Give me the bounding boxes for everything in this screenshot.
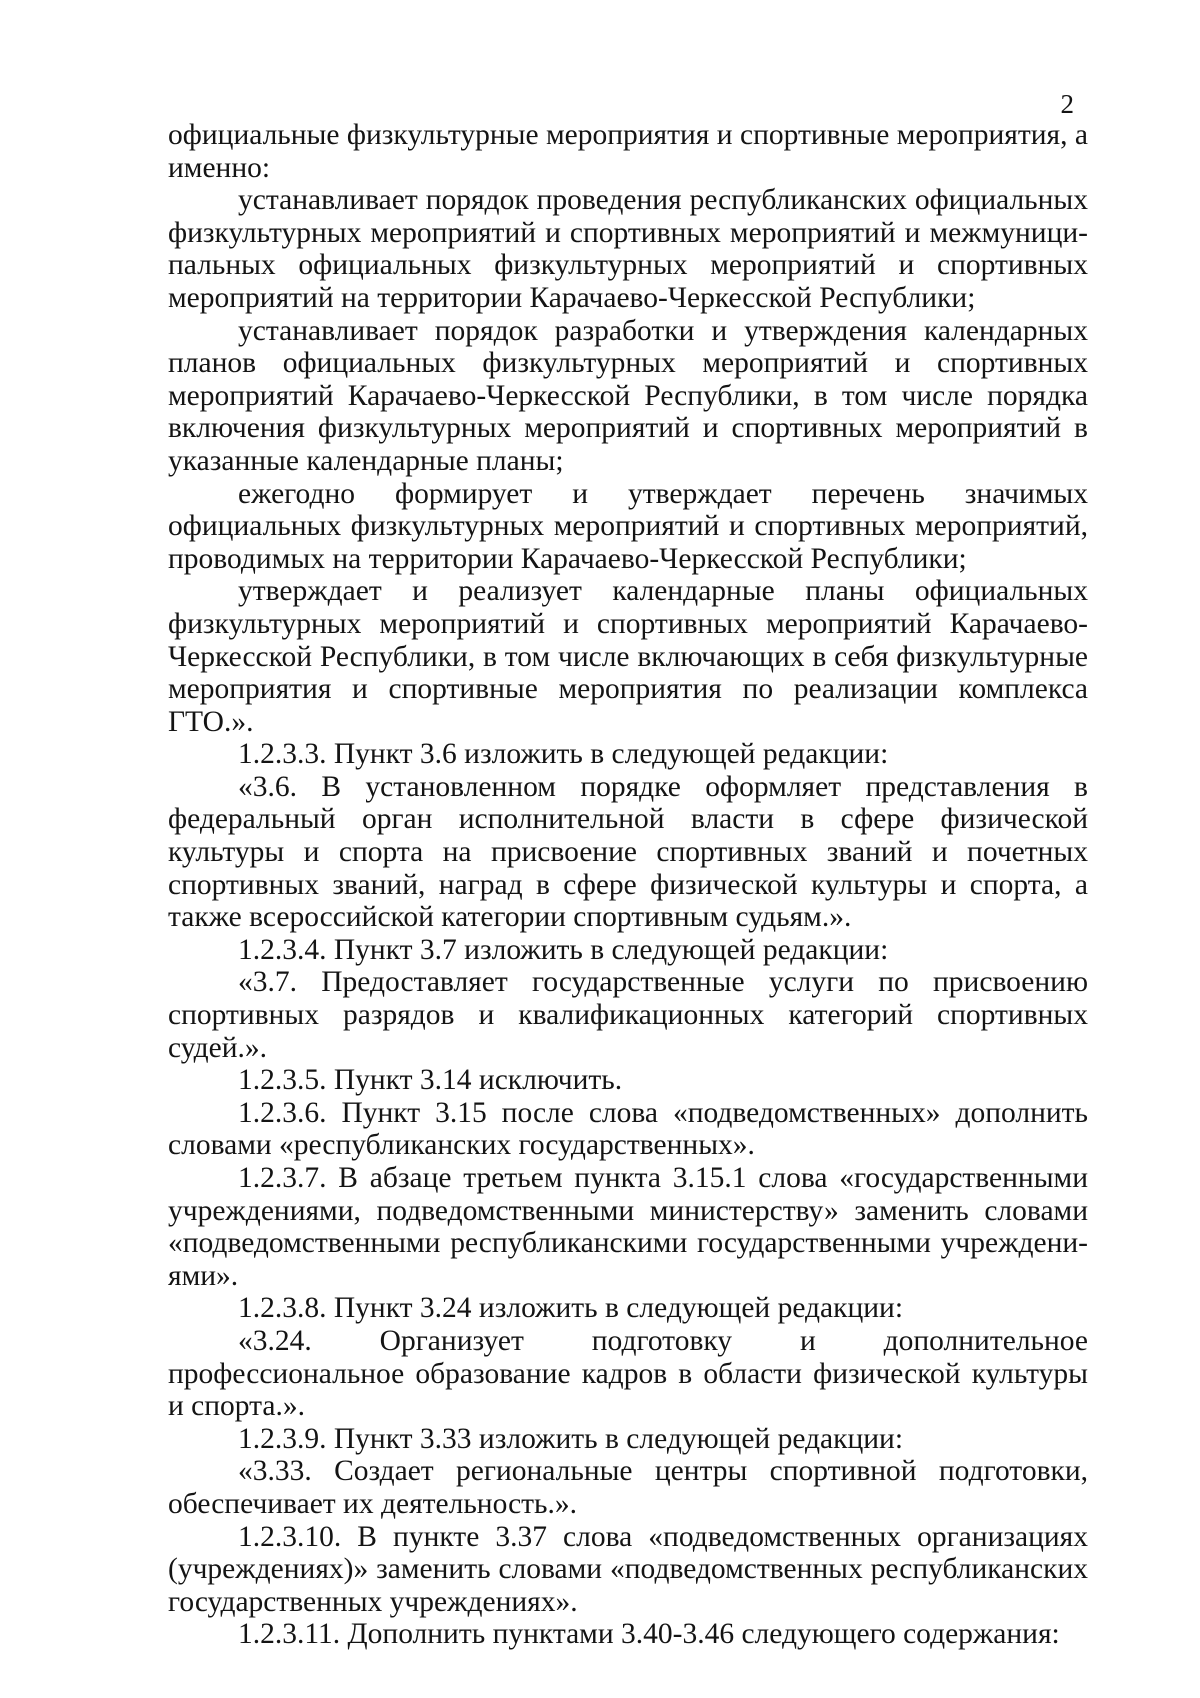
paragraph-4: ежегодно формирует и утверждает перечень значимых официальных физкультурных мероприятий и спортивных мероприятий, проводимых на территории Карачаево-Черкесской Республики; [168, 477, 1088, 575]
paragraph-9: «3.7. Предоставляет государственные услуги по присвоению спортивных разрядов и квалификационных категорий спортивных судей.». [168, 966, 1088, 1064]
paragraph-14: «3.24. Организует подготовку и дополнительное профессиональное образование кадров в области физической культуры и спорта.». [168, 1324, 1088, 1423]
paragraph-16: «3.33. Создает региональные центры спортивной подготовки, обеспечивает их деятельность.». [168, 1455, 1088, 1520]
page-number: 2 [1060, 89, 1074, 119]
document-body [168, 119, 1088, 1651]
paragraph-12: 1.2.3.7. В абзаце третьем пункта 3.15.1 слова «государственными учреждениями, подведомственными министерству» заменить словами «подведомственными республиканскими государственными учреждениями». [168, 1162, 1088, 1292]
paragraph-3: устанавливает порядок разработки и утверждения календарных планов официальных физкультурных мероприятий и спортивных мероприятий Карачаево-Черкесской Республики, в том числе порядка включения физкультурных мероприятий и спортивных мероприятий в указанные календарные планы; [168, 314, 1088, 477]
paragraph-5: утверждает и реализует календарные планы официальных физкультурных мероприятий и спортивных мероприятий Карачаево- Черкесской Республики, в том числе включающих в себя физкультурные мероприятия и спортивные мероприятия по реализации комплекса ГТО.». [168, 575, 1088, 738]
paragraph-18: 1.2.3.11. Дополнить пунктами 3.40-3.46 следующего содержания: [238, 1618, 1060, 1651]
paragraph-17: 1.2.3.10. В пункте 3.37 слова «подведомственных организациях (учреждениях)» заменить словами «подведомственных республиканских государственных учреждениях». [168, 1520, 1088, 1618]
paragraph-15: 1.2.3.9. Пункт 3.33 изложить в следующей редакции: [238, 1422, 904, 1455]
paragraph-8: 1.2.3.4. Пункт 3.7 изложить в следующей редакции: [238, 933, 889, 966]
paragraph-1: официальные физкультурные мероприятия и спортивные мероприятия, а именно: [168, 119, 1088, 184]
paragraph-7: «3.6. В установленном порядке оформляет представления в федеральный орган исполнительной власти в сфере физической культуры и спорта на присвоение спортивных званий и почетных спортивных званий, наград в сфере физической культуры и спорта, а также всероссийской категории спортивным судьям.». [168, 770, 1088, 934]
paragraph-2: устанавливает порядок проведения республиканских официальных физкультурных мероприятий и спортивных мероприятий и межмуниципальных официальных физкультурных мероприятий и спортивных мероприятий на территории Карачаево-Черкесской Республики; [168, 184, 1088, 314]
paragraph-13: 1.2.3.8. Пункт 3.24 изложить в следующей редакции: [238, 1292, 904, 1325]
paragraph-11: 1.2.3.6. Пункт 3.15 после слова «подведомственных» дополнить словами «республиканских государственных». [168, 1096, 1088, 1162]
paragraph-10: 1.2.3.5. Пункт 3.14 исключить. [238, 1064, 623, 1097]
paragraph-6: 1.2.3.3. Пункт 3.6 изложить в следующей редакции: [238, 738, 889, 771]
